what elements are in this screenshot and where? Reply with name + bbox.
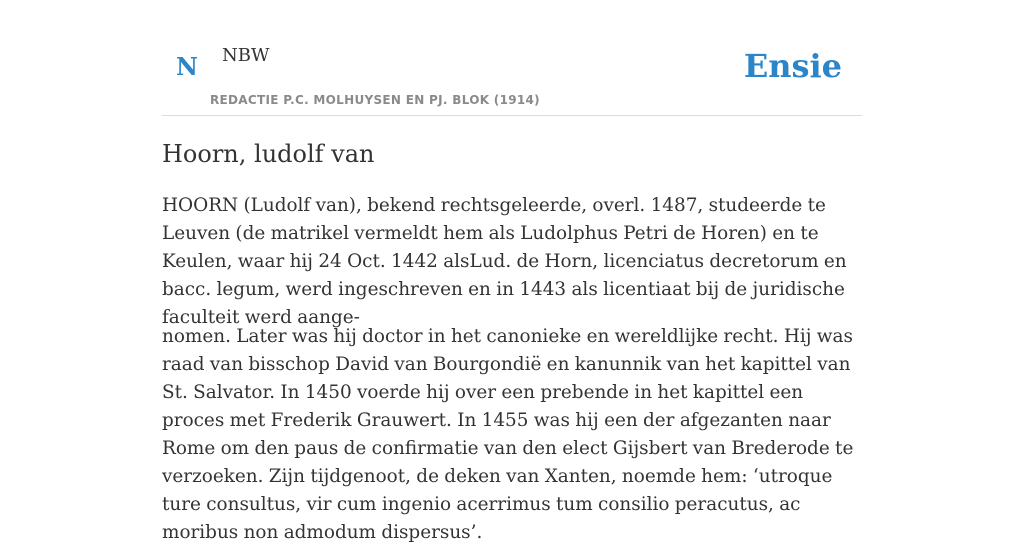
source-editors: REDACTIE P.C. MOLHUYSEN EN PJ. BLOK (1914) [210,93,540,107]
source-logo[interactable]: N [176,52,198,81]
source-name[interactable]: NBW [222,45,270,66]
article-paragraph: HOORN (Ludolf van), bekend rechtsgeleerde, overl. 1487, studeerde te Leuven (de matrikel vermeldt hem als Ludolphus Petri de Horen) en te Keulen, waar hij 24 Oct. 1442 alsLud. de Horn, licenciatus decretorum en bacc. legum, werd ingeschreven en in 1443 als licentiaat bij de juridische faculteit werd aange- [162,195,847,328]
article-paragraph: nomen. Later was hij doctor in het canonieke en wereldlijke recht. Hij was raad van bisschop David van Bourgondië en kanunnik van het kapittel van St. Salvator. In 1450 voerde hij over een prebende in het kapittel een proces met Frederik Grauwert. In 1455 was hij een der afgezanten naar Rome om den paus de confirmatie van den elect Gijsbert van Brederode te verzoeken. Zijn tijdgenoot, de deken van Xanten, noemde hem: ‘utroque ture consultus, vir cum ingenio acerrimus tum consilio peracutus, ac moribus non admodum dispersus’. [162,326,854,543]
site-header [162,0,862,116]
brand-logo[interactable]: Ensie [743,47,842,85]
article-title: Hoorn, ludolf van [162,140,375,168]
